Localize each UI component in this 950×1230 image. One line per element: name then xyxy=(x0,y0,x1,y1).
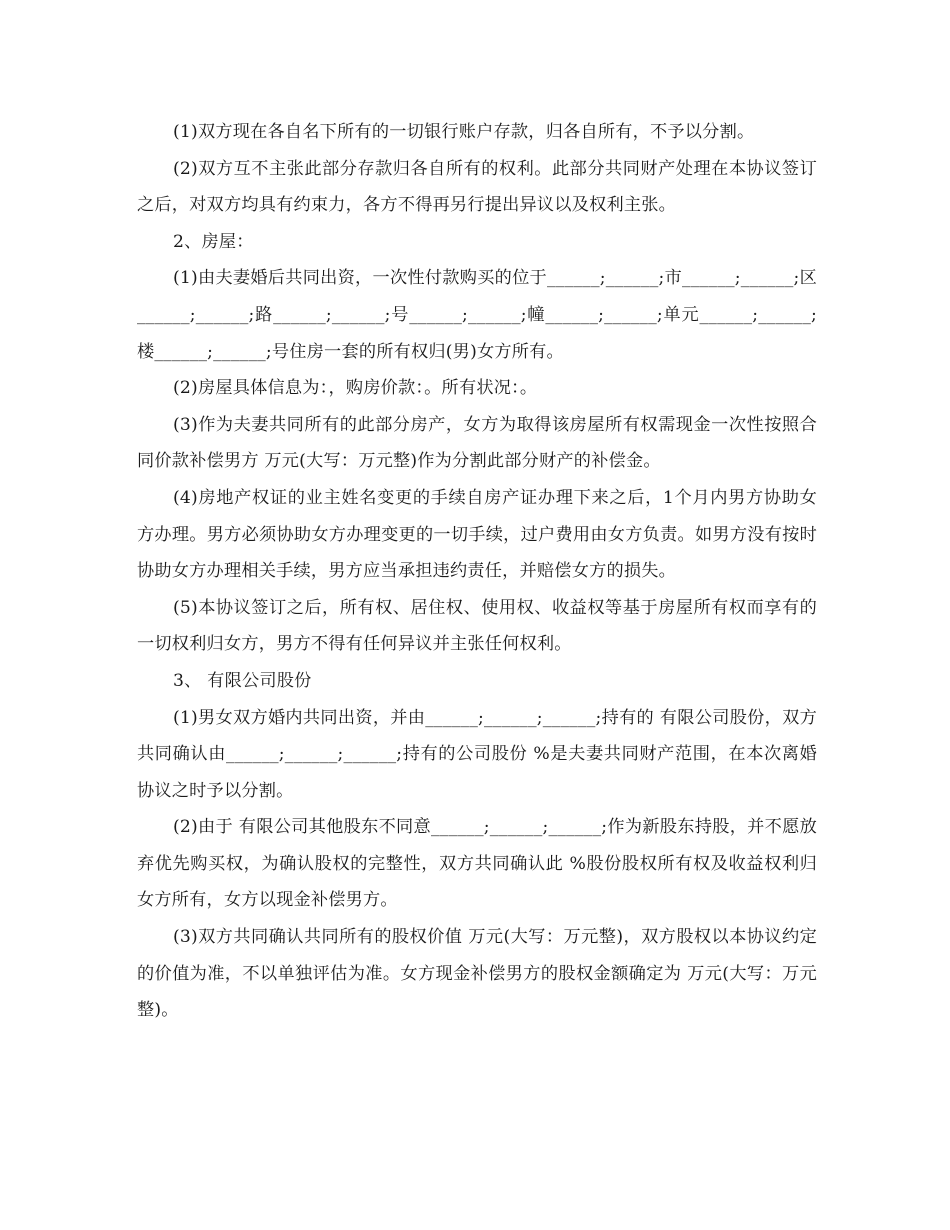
paragraph-shares-valuation: (3)双方共同确认共同所有的股权价值 万元(大写：万元整)，双方股权以本协议约定的价值为准，不以单独评估为准。女方现金补偿男方的股权金额确定为 万元(大写：万元整)。 xyxy=(137,927,817,1021)
paragraph-shares-transfer: (2)由于 有限公司其他股东不同意______;______;______;作为新股东持股，并不愿放弃优先购买权，为确认股权的完整性，双方共同确认此 %股份股权所有权及收益权利归女方所有，女方以现金补偿男方。 xyxy=(137,817,817,911)
paragraph-shares-division: (1)男女双方婚内共同出资，并由______;______;______;持有的 有限公司股份，双方共同确认由______;______;______;持有的公司股份 %是夫妻共同财产范围，在本次离婚协议之时予以分割。 xyxy=(137,707,817,801)
paragraph-bank-deposits-waiver: (2)双方互不主张此部分存款归各自所有的权利。此部分共同财产处理在本协议签订之后，对双方均具有约束力，各方不得再另行提出异议以及权利主张。 xyxy=(137,158,817,216)
paragraph-house-info: (2)房屋具体信息为：，购房价款：。所有状况：。 xyxy=(173,378,538,399)
section-heading-house: 2、房屋： xyxy=(173,231,254,252)
paragraph-house-location: (1)由夫妻婚后共同出资，一次性付款购买的位于______;______;市______;______;区______;______;路______;______;号______;______;幢______;______;单元______;______;楼______;______;号住房一套的所有权归(男)女方所有。 xyxy=(137,268,817,362)
paragraph-title-transfer: (4)房地产权证的业主姓名变更的手续自房产证办理下来之后，1个月内男方协助女方办理。男方必须协助女方办理变更的一切手续，过户费用由女方负责。如男方没有按时协助女方办理相关手续，男方应当承担违约责任，并赔偿女方的损失。 xyxy=(137,487,817,582)
document-body xyxy=(137,114,817,1029)
paragraph-bank-deposits-ownership: (1)双方现在各自名下所有的一切银行账户存款，归各自所有，不予以分割。 xyxy=(173,122,755,142)
paragraph-house-rights: (5)本协议签订之后，所有权、居住权、使用权、收益权等基于房屋所有权而享有的一切权利归女方，男方不得有任何异议并主张任何权利。 xyxy=(137,597,817,655)
section-heading-company-shares: 3、 有限公司股份 xyxy=(173,670,312,691)
paragraph-house-compensation: (3)作为夫妻共同所有的此部分房产，女方为取得该房屋所有权需现金一次性按照合同价款补偿男方 万元(大写：万元整)作为分割此部分财产的补偿金。 xyxy=(137,414,817,472)
